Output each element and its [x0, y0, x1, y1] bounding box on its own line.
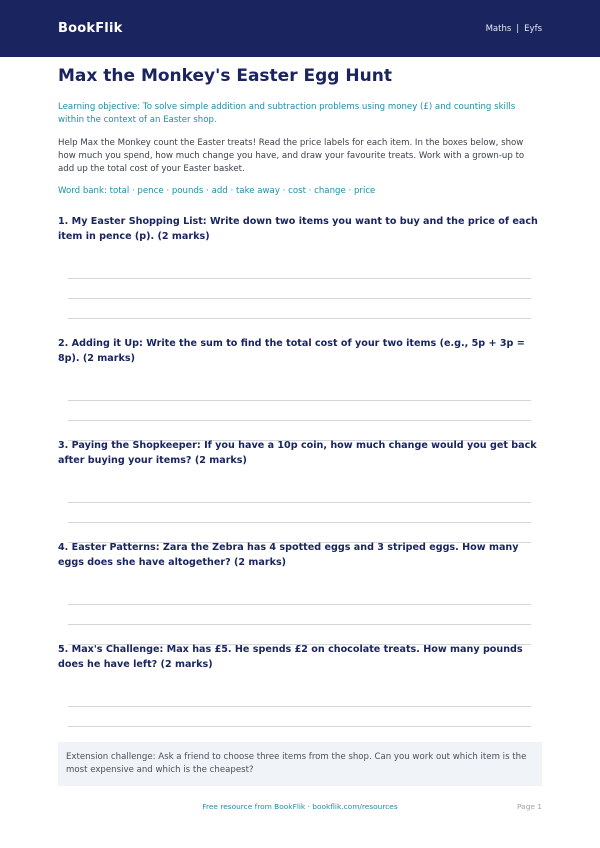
question-5	[58, 643, 542, 672]
subject-label: Maths	[485, 23, 512, 34]
question-4-text: 4. Easter Patterns: Zara the Zebra has 4 spotted eggs and 3 striped eggs. How many eggs does she have altogether? (2 marks)	[58, 542, 519, 568]
worksheet-body	[58, 66, 542, 775]
question-1	[58, 215, 542, 244]
intro-paragraph: Help Max the Monkey count the Easter treats! Read the price labels for each item. In the boxes below, show how much you spend, how much change you have, and draw your favourite treats. Work with a grown-up to add up the total cost of your Easter basket.	[58, 138, 525, 174]
question-5-text: 5. Max's Challenge: Max has £5. He spends £2 on chocolate treats. How many pounds does he have left? (2 marks)	[58, 644, 523, 670]
answer-line[interactable]	[68, 420, 531, 421]
page-number: Page 1	[517, 802, 542, 811]
footer-credit[interactable]: Free resource from BookFlik · bookflik.com/resources	[202, 802, 398, 811]
question-1-text: 1. My Easter Shopping List: Write down two items you want to buy and the price of each item in pence (p). (2 marks)	[58, 216, 538, 242]
level-label: Eyfs	[524, 23, 542, 34]
answer-line[interactable]	[68, 278, 531, 279]
brand-logo-text[interactable]: BookFlik	[58, 21, 123, 36]
question-4	[58, 541, 542, 570]
header-bar	[0, 0, 600, 57]
answer-line[interactable]	[68, 318, 531, 319]
extension-challenge: Extension challenge: Ask a friend to choose three items from the shop. Can you work out which item is the most expensive and which is the cheapest?	[58, 742, 542, 786]
answer-line[interactable]	[68, 298, 531, 299]
answer-line[interactable]	[68, 400, 531, 401]
question-2-text: 2. Adding it Up: Write the sum to find the total cost of your two items (e.g., 5p + 3p = 8p). (2 marks)	[58, 338, 525, 364]
header-meta	[486, 24, 542, 34]
answer-line[interactable]	[68, 522, 531, 523]
question-2	[58, 337, 542, 366]
answer-line[interactable]	[68, 726, 531, 727]
answer-line[interactable]	[68, 706, 531, 707]
answer-line[interactable]	[68, 604, 531, 605]
word-bank: Word bank: total · pence · pounds · add · take away · cost · change · price	[58, 186, 376, 196]
header-separator: |	[516, 23, 520, 34]
page-title: Max the Monkey's Easter Egg Hunt	[58, 66, 392, 86]
answer-line[interactable]	[68, 502, 531, 503]
question-3	[58, 439, 542, 468]
question-3-text: 3. Paying the Shopkeeper: If you have a 10p coin, how much change would you get back after buying your items? (2 marks)	[58, 440, 537, 466]
learning-objective: Learning objective: To solve simple addition and subtraction problems using money (£) and counting skills within the context of an Easter shop.	[58, 102, 516, 125]
answer-line[interactable]	[68, 624, 531, 625]
